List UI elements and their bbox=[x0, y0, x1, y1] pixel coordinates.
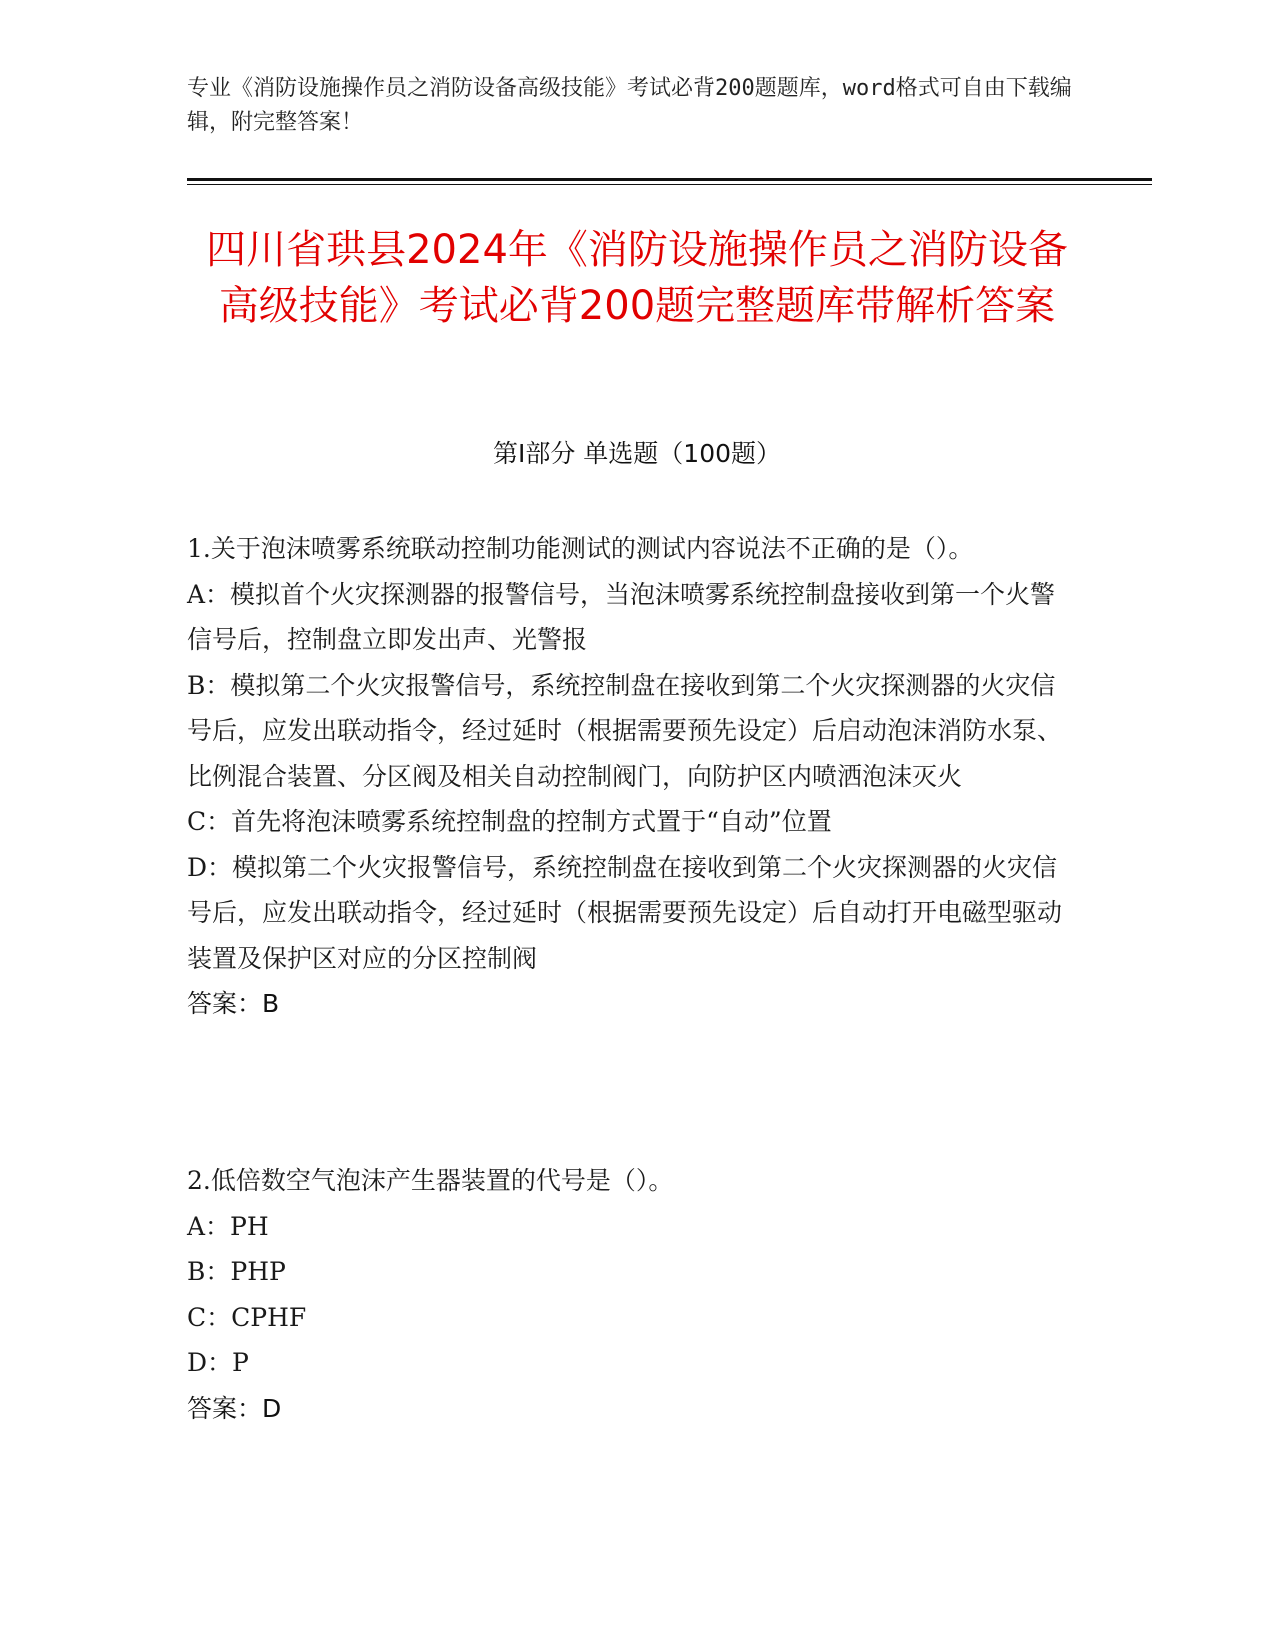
option-d: D：P bbox=[187, 1348, 249, 1377]
question-stem: 1.关于泡沫喷雾系统联动控制功能测试的测试内容说法不正确的是（）。 bbox=[187, 534, 974, 563]
document-title: 四川省珙县2024年《消防设施操作员之消防设备高级技能》考试必背200题完整题库带解析答案 bbox=[206, 227, 1068, 329]
question-2 bbox=[187, 1158, 1077, 1431]
answer: 答案：D bbox=[187, 1393, 282, 1423]
answer: 答案：B bbox=[187, 989, 280, 1018]
header-divider-thick bbox=[187, 178, 1152, 181]
option-b: B：PHP bbox=[187, 1257, 286, 1286]
option-c: C：首先将泡沫喷雾系统控制盘的控制方式置于“自动”位置 bbox=[187, 807, 832, 836]
section-heading: 第I部分 单选题（100题） bbox=[492, 439, 782, 468]
option-a: A：PH bbox=[187, 1211, 269, 1241]
header-note: 专业《消防设施操作员之消防设备高级技能》考试必背200题题库，word格式可自由下载编辑，附完整答案！ bbox=[187, 76, 1072, 135]
question-1 bbox=[187, 526, 1077, 1027]
option-d: D：模拟第二个火灾报警信号，系统控制盘在接收到第二个火灾探测器的火灾信号后，应发出联动指令，经过延时（根据需要预先设定）后自动打开电磁型驱动装置及保护区对应的分区控制阀 bbox=[187, 852, 1063, 973]
option-c: C：CPHF bbox=[187, 1302, 307, 1332]
question-stem: 2.低倍数空气泡沫产生器装置的代号是（）。 bbox=[187, 1166, 674, 1195]
option-a: A：模拟首个火灾探测器的报警信号，当泡沫喷雾系统控制盘接收到第一个火警信号后，控制盘立即发出声、光警报 bbox=[187, 579, 1056, 654]
option-b: B：模拟第二个火灾报警信号，系统控制盘在接收到第二个火灾探测器的火灾信号后，应发出联动指令，经过延时（根据需要预先设定）后启动泡沫消防水泵、比例混合装置、分区阀及相关自动控制阀门，向防护区内喷洒泡沫灭火 bbox=[187, 670, 1063, 791]
header-divider-thin bbox=[187, 184, 1152, 185]
